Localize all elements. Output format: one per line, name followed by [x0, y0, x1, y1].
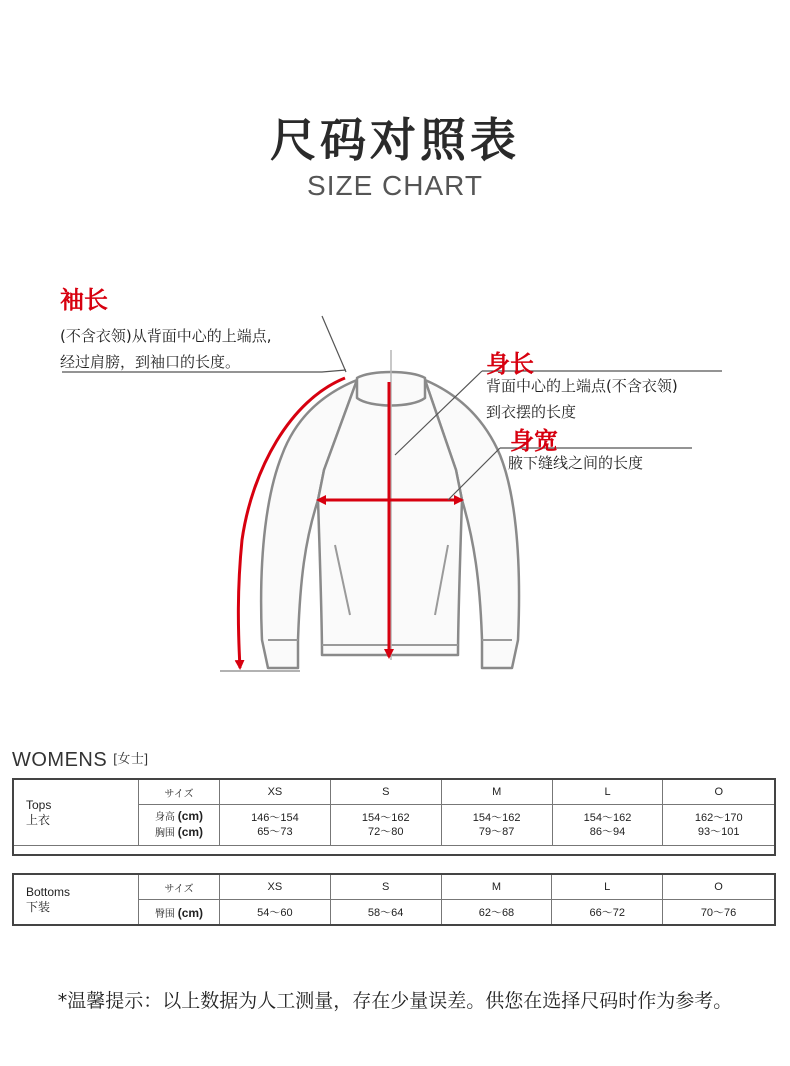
bottoms-label-en: Bottoms — [26, 884, 71, 899]
measurement-tip: *温馨提示：以上数据为人工测量，存在少量误差。供您在选择尺码时作为参考。 — [57, 990, 733, 1012]
sleeve-desc-line2: 经过肩膀，到袖口的长度。 — [60, 353, 241, 371]
tops-chest-o: 93～101 — [697, 826, 740, 838]
bottoms-hip-o: 70～76 — [663, 900, 775, 926]
bottoms-size-header: サイズ — [139, 874, 220, 900]
tops-height-o: 162～170 — [694, 812, 743, 824]
tops-height-label: 身高 — [154, 812, 175, 823]
body-length-desc-line1: 背面中心的上端点(不含衣领) — [486, 377, 678, 395]
sleeve-desc-line1: (不含衣领)从背面中心的上端点, — [60, 327, 272, 345]
tops-size-table — [12, 778, 776, 856]
tops-size-l: L — [552, 779, 663, 805]
bottoms-hip-xs: 54～60 — [220, 900, 331, 926]
bottoms-hip-l: 66～72 — [552, 900, 663, 926]
body-width-desc: 腋下缝线之间的长度 — [508, 454, 644, 472]
sleeve-length-label: 袖长 — [60, 286, 108, 314]
tops-table-spacer — [13, 846, 775, 856]
bottoms-hip-unit: (cm) — [177, 905, 204, 920]
tops-size-s: S — [330, 779, 441, 805]
bottoms-hip-label: 臀围 — [154, 908, 175, 920]
bottoms-size-o: O — [663, 874, 775, 900]
bottoms-hip-m: 62～68 — [441, 900, 552, 926]
tops-height-m: 154～162 — [472, 812, 521, 824]
section-title-en: WOMENS — [12, 749, 108, 771]
tops-size-o: O — [663, 779, 775, 805]
tops-size-m: M — [441, 779, 552, 805]
bottoms-size-s: S — [330, 874, 441, 900]
bottoms-hip-s: 58～64 — [330, 900, 441, 926]
tops-label-cn: 上衣 — [26, 812, 51, 827]
body-length-desc-line2: 到衣摆的长度 — [486, 403, 577, 421]
body-width-label: 身宽 — [510, 427, 558, 455]
bottoms-label — [13, 874, 139, 925]
page-subtitle: SIZE CHART — [307, 170, 483, 201]
bottoms-label-cn: 下装 — [26, 899, 51, 914]
tops-label-en: Tops — [26, 797, 52, 812]
tops-label — [13, 779, 139, 846]
section-title — [12, 748, 148, 772]
tops-size-header: サイズ — [139, 779, 220, 805]
tops-height-xs: 146～154 — [251, 812, 299, 824]
tops-cell-l — [552, 805, 663, 846]
bottoms-size-m: M — [441, 874, 552, 900]
tops-height-l: 154～162 — [583, 812, 632, 824]
tops-chest-unit: (cm) — [177, 825, 204, 839]
tops-chest-m: 79～87 — [478, 826, 515, 838]
body-length-desc — [486, 373, 678, 425]
page-title: 尺码对照表 — [270, 113, 520, 167]
tops-chest-label: 胸围 — [154, 828, 175, 839]
tops-cell-o — [663, 805, 775, 846]
bottoms-size-l: L — [552, 874, 663, 900]
tops-chest-xs: 65～73 — [257, 826, 293, 838]
tops-cell-s — [330, 805, 441, 846]
tops-cell-m — [441, 805, 552, 846]
tops-measure-header — [139, 805, 220, 846]
sleeve-length-desc — [60, 323, 271, 375]
section-title-cn: [女士] — [113, 751, 149, 766]
tops-chest-l: 86～94 — [589, 826, 626, 838]
tops-height-s: 154～162 — [361, 812, 410, 824]
tops-chest-s: 72～80 — [368, 826, 404, 838]
tops-size-xs: XS — [220, 779, 331, 805]
tops-height-unit: (cm) — [177, 809, 204, 823]
bottoms-size-table — [12, 873, 776, 926]
bottoms-size-xs: XS — [220, 874, 331, 900]
body-length-label: 身长 — [486, 350, 534, 378]
bottoms-measure-header — [139, 900, 220, 926]
tops-cell-xs — [220, 805, 331, 846]
